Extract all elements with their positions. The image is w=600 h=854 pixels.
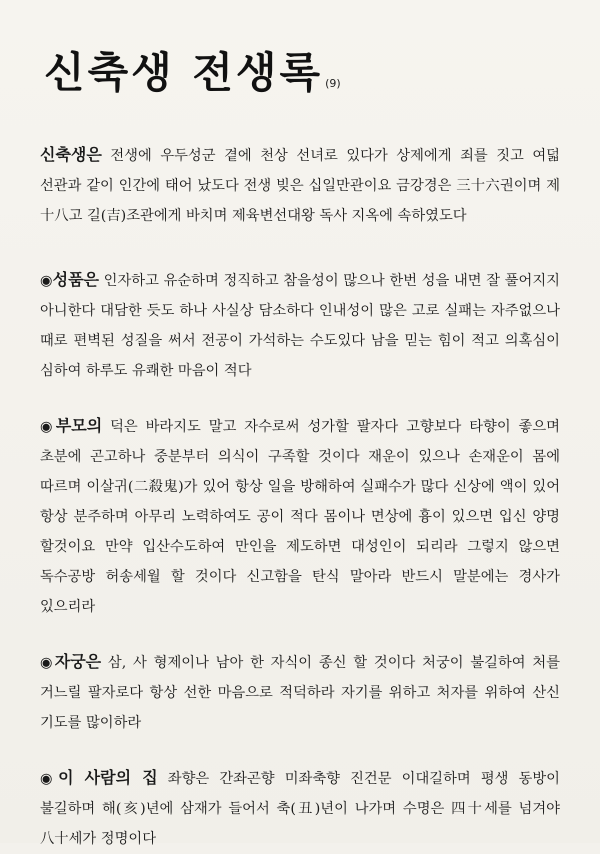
section-text: 전생에 우두성군 곁에 천상 선녀로 있다가 상제에게 죄를 짓고 여덟 선관과 같이 인간에 태어 났도다 전생 빚은 십일만관이요 금강경은 三十六권이며 제 十八고 길(吉)조관에게 바치며 제육변선대왕 독사 지옥에 속하였도다 bbox=[40, 148, 560, 224]
text-body bbox=[40, 140, 560, 854]
page-number: (9) bbox=[325, 77, 341, 90]
section-children bbox=[40, 647, 560, 738]
bullet-icon: ◉ bbox=[40, 771, 59, 787]
section-text: 삼, 사 형제이나 남아 한 자식이 종신 할 것이다 처궁이 불길하여 처를 거느릴 팔자로다 항상 선한 마음으로 적덕하라 자기를 위하고 처자를 위하여 산신 기도를 많이하라 bbox=[40, 655, 561, 731]
bullet-icon: ◉ bbox=[40, 655, 55, 671]
section-heading: 성품은 bbox=[52, 270, 99, 289]
section-personality bbox=[40, 265, 560, 386]
section-text: 덕은 바라지도 말고 자수로써 성가할 팔자다 고향보다 타향이 좋으며 초분에 곤고하나 중분부터 의식이 구족할 것이다 재운이 있으나 손재운이 몸에 따르며 이살귀(二殺鬼)가 있어 항상 일을 방해하여 실패수가 많다 신상에 액이 있어 항상 분주하며 아무리 노력하여도 공이 적다 몸이나 면상에 흉이 있으면 입신 양명 할것이요 만약 입산수도하여 만인을 제도하면 대성인이 되리라 그렇지 않으면 독수공방 허송세월 할 것이다 신고함을 탄식 말아라 반드시 말분에는 경사가 있으리라 bbox=[40, 419, 560, 615]
section-intro bbox=[40, 140, 560, 231]
bullet-icon: ◉ bbox=[40, 273, 53, 289]
title-row bbox=[44, 48, 560, 97]
section-house bbox=[40, 763, 560, 854]
section-text: 좌향은 간좌곤향 미좌축향 진건문 이대길하며 평생 동방이 불길하며 해(亥)년에 삼재가 들어서 축(丑)년이 나가며 수명은 四十세를 넘겨야 八十세가 정명이다 bbox=[40, 771, 560, 847]
bullet-icon: ◉ bbox=[40, 419, 56, 435]
section-heading: 신축생은 bbox=[40, 145, 102, 164]
section-heading: 부모의 bbox=[55, 416, 103, 435]
page-title: 신축생 전생록 bbox=[44, 48, 324, 97]
section-text: 인자하고 유순하며 정직하고 참을성이 많으나 한번 성을 내면 잘 풀어지지 아니한다 대담한 듯도 하나 사실상 담소하다 인내성이 많은 고로 실패는 자주없으나 때로 편벽된 성질을 써서 전공이 가석하는 수도있다 남을 믿는 힘이 적고 의혹심이 심하여 하루도 유쾌한 마음이 적다 bbox=[40, 273, 560, 379]
section-heading: 자궁은 bbox=[54, 652, 102, 671]
section-parents bbox=[40, 411, 560, 622]
section-heading: 이 사람의 집 bbox=[58, 768, 158, 787]
